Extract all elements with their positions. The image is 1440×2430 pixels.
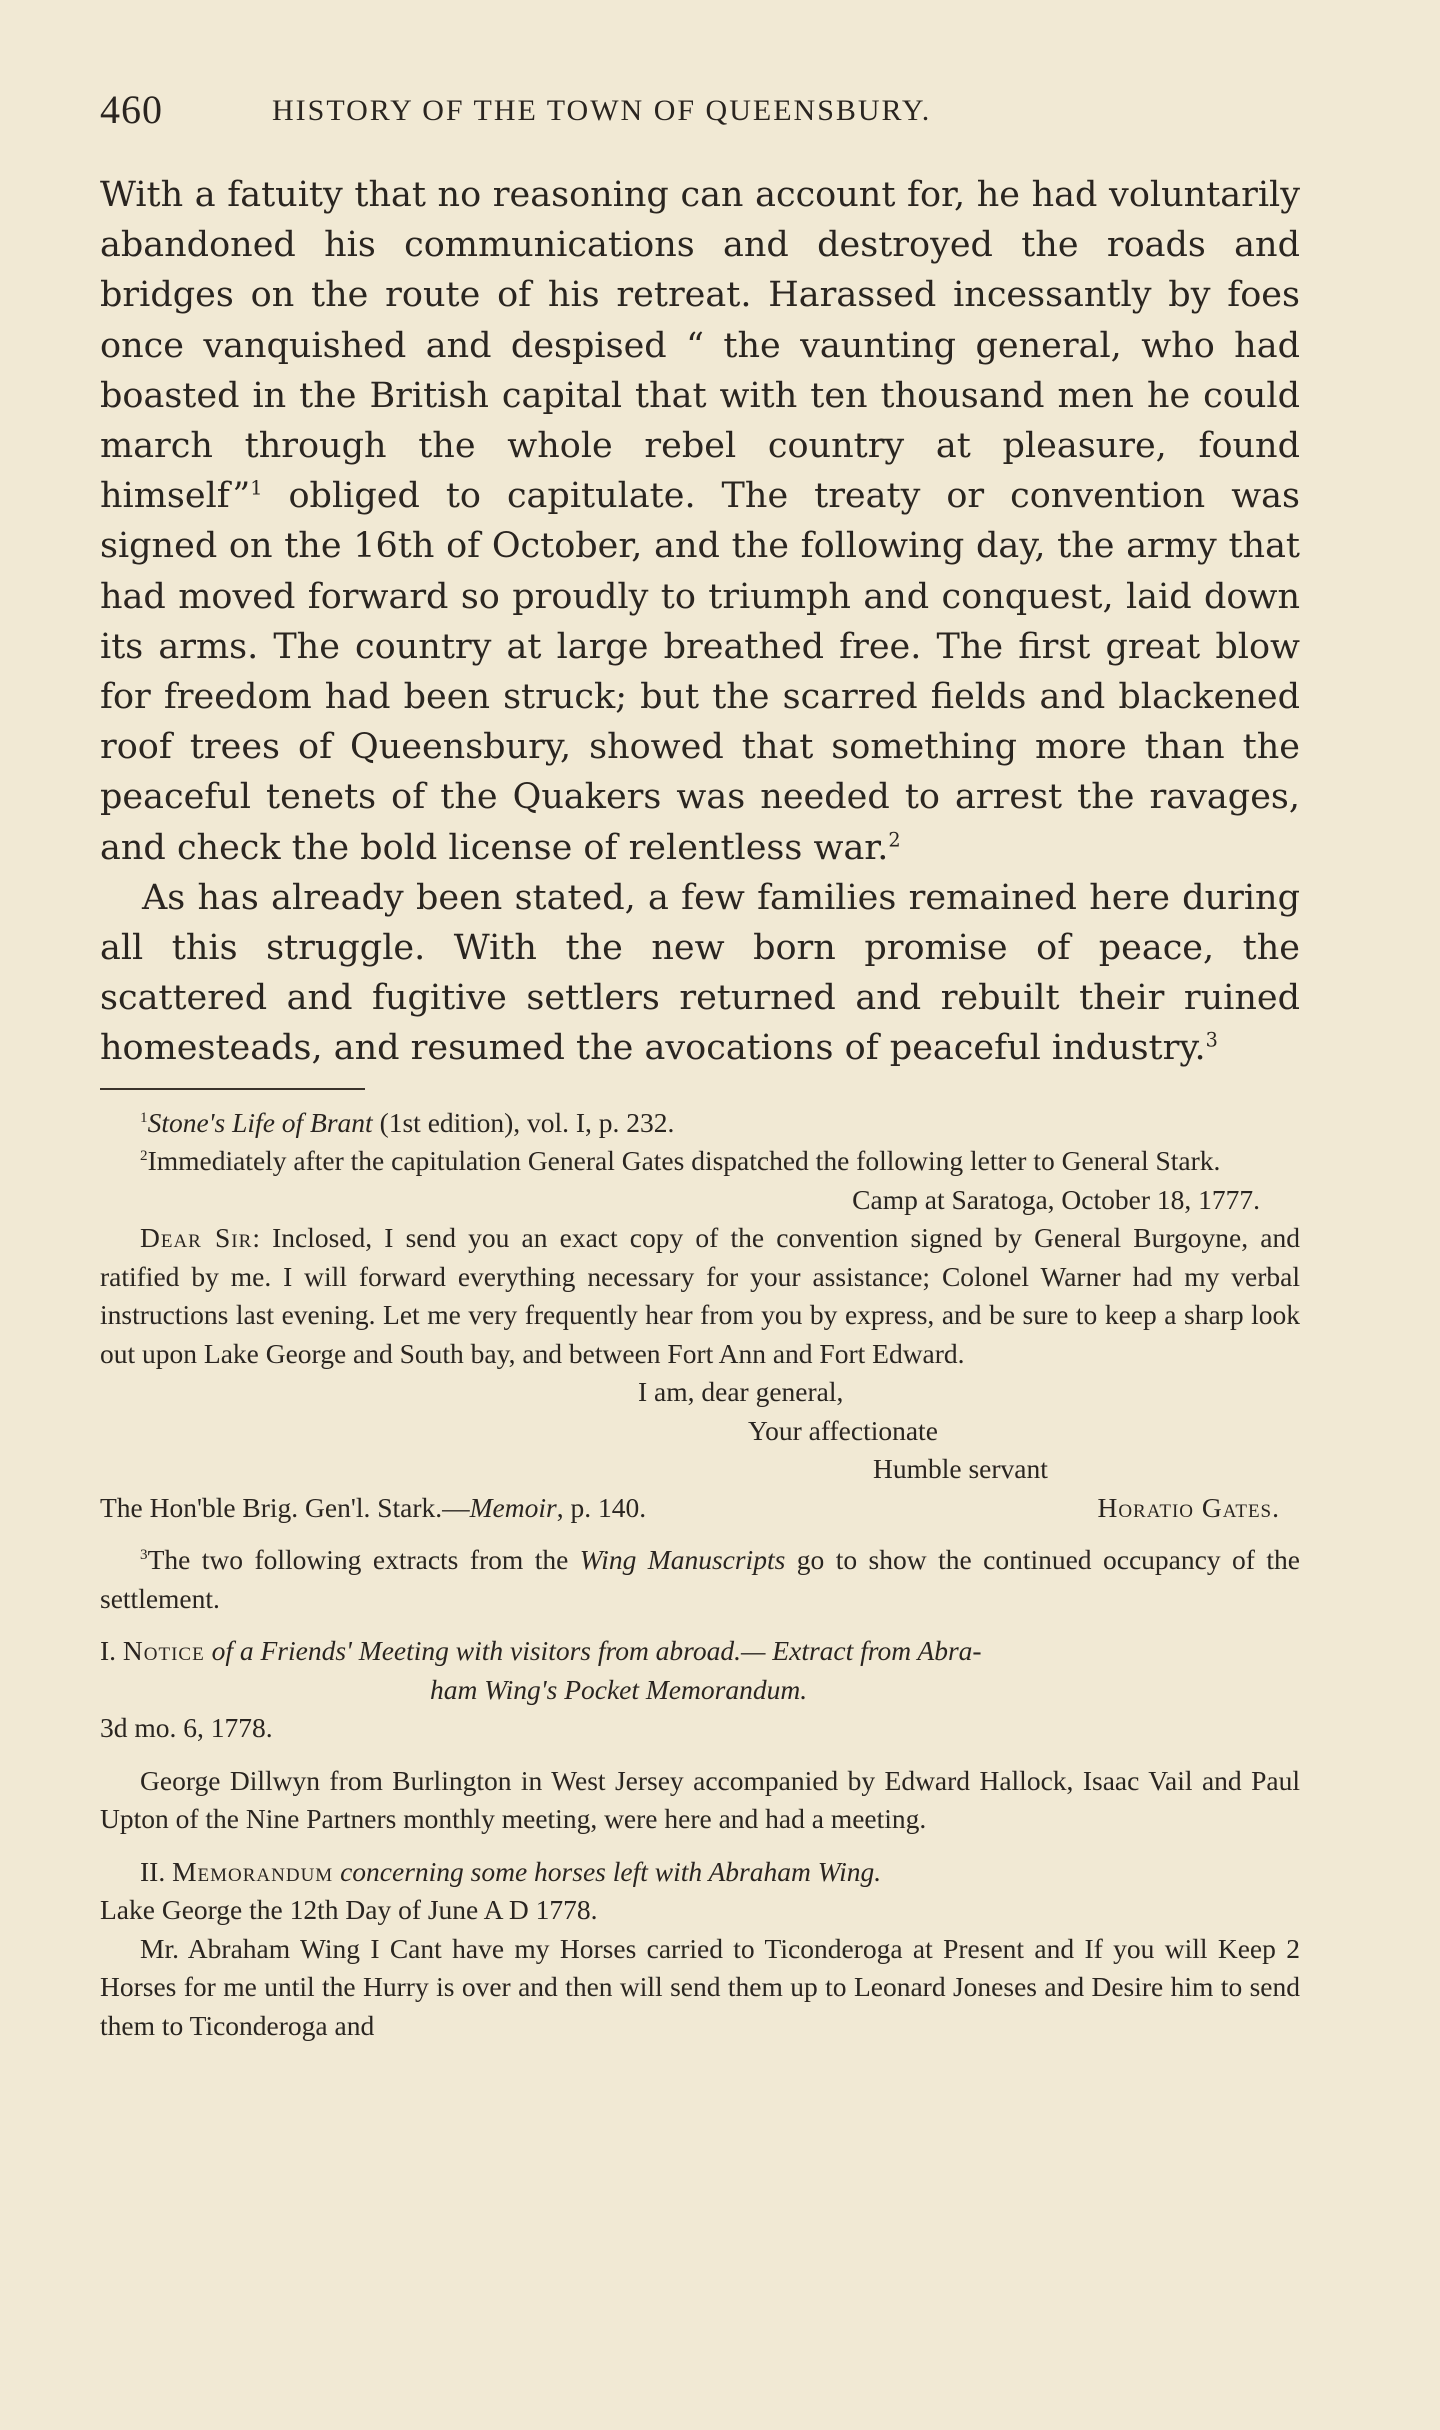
- letter-closing-3: Humble servant: [873, 1453, 1048, 1485]
- footnote-3-title: Wing Manuscripts: [579, 1544, 786, 1576]
- extract-2-heading: [100, 1853, 1300, 1892]
- extract-2-text: Mr. Abraham Wing I Cant have my Horses carried to Ticonderoga at Present and If you will Keep 2 Horses for me until the Hurry is over and then will send them up to Leonard Joneses and Desire him to send them to Ticonderoga and: [100, 1932, 1300, 2041]
- footnote-rule: [100, 1088, 365, 1090]
- footnote-3-part-a: The two following extracts from the: [147, 1544, 580, 1576]
- letter-body-text: : Inclosed, I send you an exact copy of the convention signed by General Burgoyne, and ratified by me. I will forward everything necessary for your assistance; Colonel Warner had my verbal instructions last evening. Let me very frequently hear from you by express, and be sure to keep a sharp look out upon Lake George and South bay, and between Fort Ann and Fort Edward.: [100, 1222, 1300, 1369]
- footnote-3-part-b: go to show the continued occupancy of the settlement.: [100, 1544, 1300, 1614]
- extract-1-text: George Dillwyn from Burlington in West Jersey accompanied by Edward Hallock, Isaac Vail and Paul Upton of the Nine Partners monthly meeting, were here and had a meeting.: [100, 1764, 1300, 1835]
- footnote-3-mark: 3: [140, 1547, 148, 1563]
- letter-body: [100, 1219, 1300, 1373]
- footnote-ref-1: 1: [250, 476, 263, 500]
- extract-1-number: I.: [100, 1635, 123, 1667]
- extract-1-title-cont: ham Wing's Pocket Memorandum.: [430, 1673, 808, 1705]
- footnote-1: [100, 1104, 1300, 1143]
- spacer: [100, 1618, 1300, 1632]
- footnote-ref-2: 2: [888, 827, 901, 851]
- paragraph-1-part-b: obliged to capitulate. The treaty or convention was signed on the 16th of October, and the following day, the army that had moved forward so proudly to triumph and conquest, laid down its arms. The country at large breathed free. The first great blow for freedom had been struck; but the scarred fields and blackened roof trees of Queensbury, showed that something more than the peaceful tenets of the Quakers was needed to arrest the ravages, and check the bold license of relentless war.: [100, 476, 1300, 868]
- extract-1-title: of a Friends' Meeting with visitors from abroad.— Extract from Abra-: [204, 1635, 982, 1667]
- extract-2-date: Lake George the 12th Day of June A D 1778.: [100, 1894, 598, 1926]
- page-number: 460: [100, 87, 163, 132]
- footnote-2-text: Immediately after the capitulation General Gates dispatched the following letter to General Stark.: [147, 1145, 1221, 1177]
- extract-2-title: concerning some horses left with Abraham Wing.: [333, 1855, 882, 1887]
- paragraph-1-part-a: With a fatuity that no reasoning can account for, he had voluntarily abandoned his communications and destroyed the roads and bridges on the route of his retreat. Harassed incessantly by foes once vanquished and despised “ the vaunting general, who had boasted in the British capital that with ten thousand men he could march through the whole rebel country at pleasure, found himself”: [100, 175, 1300, 517]
- footnote-3: [100, 1541, 1300, 1618]
- letter-closing-1: I am, dear general,: [638, 1376, 844, 1408]
- footnote-ref-3: 3: [1205, 1028, 1218, 1052]
- footnotes: [100, 1104, 1300, 2046]
- letter-signature: Horatio Gates.: [1097, 1491, 1280, 1523]
- letter-closing-2: Your affectionate: [748, 1414, 938, 1446]
- memoir-page: , p. 140.: [556, 1491, 647, 1523]
- extract-1-label: Notice: [122, 1635, 205, 1667]
- main-text: [100, 170, 1300, 1074]
- footnote-1-title: Stone's Life of Brant: [147, 1106, 373, 1138]
- letter-addressee: [100, 1489, 646, 1528]
- extract-2-number: II.: [140, 1855, 173, 1887]
- footnote-1-rest: (1st edition), vol. I, p. 232.: [372, 1106, 675, 1138]
- addressee-text: The Hon'ble Brig. Gen'l. Stark.—: [100, 1491, 470, 1523]
- memoir-title: Memoir: [469, 1491, 557, 1523]
- letter-signature-line: [100, 1489, 1300, 1528]
- footnote-2: [100, 1142, 1300, 1181]
- running-title: HISTORY OF THE TOWN OF QUEENSBURY.: [272, 94, 932, 127]
- extract-1-date: 3d mo. 6, 1778.: [100, 1712, 273, 1744]
- extract-2-label: Memorandum: [172, 1855, 334, 1887]
- footnote-1-mark: 1: [140, 1109, 148, 1126]
- letter-salutation: Dear Sir: [140, 1222, 253, 1254]
- spacer: [100, 1839, 1300, 1853]
- spacer: [100, 1527, 1300, 1541]
- extract-1-heading-cont: [100, 1671, 1300, 1710]
- letter-place-date: Camp at Saratoga, October 18, 1777.: [852, 1183, 1260, 1215]
- paragraph-2-text: As has already been stated, a few families remained here during all this struggle. With the new born promise of peace, the scattered and fugitive settlers returned and rebuilt their ruined homesteads, and resumed the avocations of peaceful industry.: [100, 877, 1300, 1069]
- paragraph-1: [100, 170, 1300, 873]
- footnote-2-mark: 2: [140, 1148, 148, 1164]
- extract-1-heading: [100, 1632, 1300, 1671]
- running-head: [100, 86, 1300, 140]
- spacer: [100, 1748, 1300, 1762]
- paragraph-2: [100, 873, 1300, 1074]
- book-page: [100, 86, 1300, 2045]
